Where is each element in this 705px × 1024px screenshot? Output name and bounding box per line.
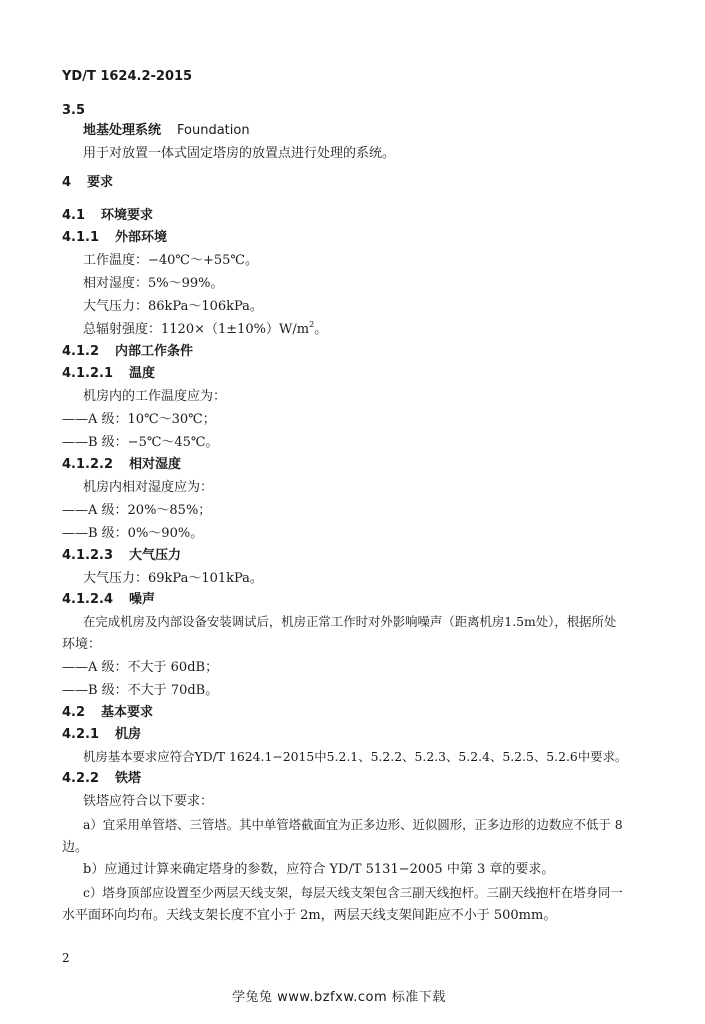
heading-title: 外部环境 [115, 230, 168, 245]
heading-number: 4.1 [62, 208, 86, 223]
section-heading [62, 175, 113, 191]
list-item: ——A 级：10℃～30℃； [62, 412, 216, 427]
heading-title: 铁塔 [115, 771, 142, 786]
heading-number: 4.2.1 [62, 727, 100, 742]
paragraph: 机房基本要求应符合YD/T 1624.1−2015中5.2.1、5.2.2、5.2.3、5.2.4、5.2.5、5.2.6中要求。 [83, 749, 628, 764]
section-heading [62, 727, 141, 743]
section-heading [62, 208, 153, 224]
section-heading [62, 366, 155, 382]
section-heading [62, 705, 153, 721]
env-line: 相对湿度：5%～99%。 [83, 276, 224, 291]
paragraph: 环境： [62, 637, 102, 652]
section-heading [62, 771, 141, 787]
heading-title: 相对湿度 [129, 457, 182, 472]
heading-number: 4.2 [62, 705, 86, 720]
term-name: 地基处理系统 [83, 123, 162, 138]
paragraph: 大气压力：69kPa～101kPa。 [83, 571, 263, 586]
term-definition: 用于对放置一体式固定塔房的放置点进行处理的系统。 [83, 146, 396, 161]
list-item: ——B 级：0%～90%。 [62, 526, 204, 541]
heading-title: 温度 [129, 366, 156, 381]
list-item-c-cont: 水平面环向均布。天线支架长度不宜小于 2m，两层天线支架间距应不小于 500mm。 [62, 908, 557, 923]
section-heading [62, 344, 193, 360]
heading-number: 4.1.2.4 [62, 592, 113, 607]
heading-number: 4.1.1 [62, 230, 100, 245]
heading-number: 4.1.2 [62, 344, 100, 359]
heading-number: 4 [62, 175, 72, 190]
heading-title: 基本要求 [101, 705, 154, 720]
unit-superscript: 2 [309, 320, 315, 329]
radiation-end: 。 [314, 322, 328, 337]
section-heading [62, 592, 155, 608]
heading-title: 机房 [115, 727, 142, 742]
list-item-a-cont: 边。 [62, 840, 89, 855]
term-line [83, 123, 250, 139]
heading-title: 内部工作条件 [115, 344, 194, 359]
section-heading [62, 548, 181, 564]
list-item-a: a）宜采用单管塔、三管塔。其中单管塔截面宜为正多边形、近似圆形，正多边形的边数应不低于 8 [83, 817, 623, 832]
radiation-text: 总辐射强度：1120×（1±10%）W/m [83, 322, 310, 337]
heading-title: 环境要求 [101, 208, 154, 223]
list-item: ——A 级：20%～85%； [62, 503, 212, 518]
env-line: 大气压力：86kPa～106kPa。 [83, 299, 263, 314]
paragraph: 在完成机房及内部设备安装调试后，机房正常工作时对外影响噪声（距离机房1.5m处），根据所处 [83, 614, 617, 629]
heading-number: 4.1.2.2 [62, 457, 113, 472]
heading-title: 噪声 [129, 592, 156, 607]
heading-number: 4.2.2 [62, 771, 100, 786]
heading-title: 大气压力 [129, 548, 182, 563]
paragraph: 机房内的工作温度应为： [83, 389, 227, 404]
section-heading [62, 230, 167, 246]
term-english: Foundation [177, 123, 250, 138]
heading-title: 要求 [87, 175, 114, 190]
heading-number: 4.1.2.3 [62, 548, 113, 563]
paragraph: 铁塔应符合以下要求： [83, 794, 214, 809]
page-number: 2 [62, 951, 70, 965]
heading-number: 4.1.2.1 [62, 366, 113, 381]
section-heading [62, 457, 181, 473]
list-item-b: b）应通过计算来确定塔身的参数，应符合 YD/T 5131−2005 中第 3 章的要求。 [83, 862, 555, 877]
list-item: ——B 级：−5℃～45℃。 [62, 435, 219, 450]
document-id-header: YD/T 1624.2-2015 [62, 69, 193, 84]
env-line: 工作温度：−40℃～+55℃。 [83, 253, 258, 268]
watermark-footer: 学兔兔 www.bzfxw.com 标准下载 [232, 990, 446, 1005]
list-item-c: c）塔身顶部应设置至少两层天线支架，每层天线支架包含三副天线抱杆。三副天线抱杆在塔身同一 [83, 885, 623, 900]
list-item: ——A 级：不大于 60dB； [62, 660, 219, 675]
section-number: 3.5 [62, 103, 86, 118]
env-line [83, 322, 327, 338]
paragraph: 机房内相对湿度应为： [83, 480, 214, 495]
list-item: ——B 级：不大于 70dB。 [62, 683, 219, 698]
